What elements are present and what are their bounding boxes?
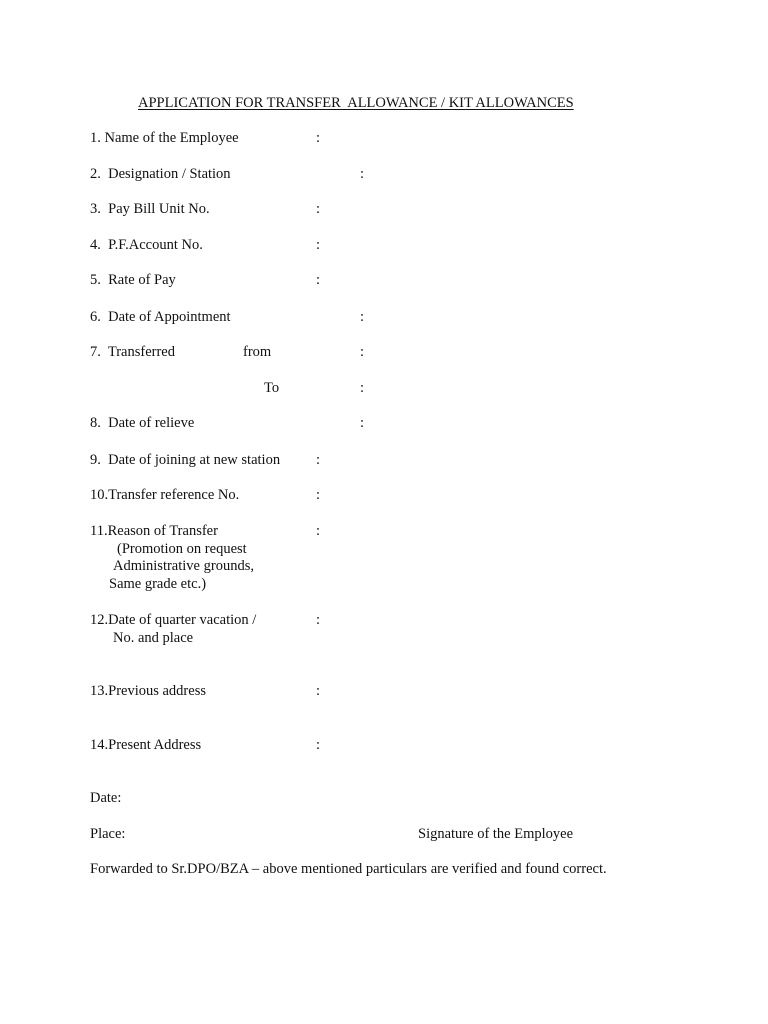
pf-account-label: 4. P.F.Account No. — [90, 237, 203, 253]
previous-address-colon: : — [316, 683, 321, 699]
pf-account-colon: : — [316, 237, 321, 253]
transfer-reference-label: 10.Transfer reference No. — [90, 487, 240, 503]
form-title: APPLICATION FOR TRANSFER ALLOWANCE / KIT ALLOWANCES — [138, 95, 574, 111]
pay-bill-unit-colon: : — [316, 201, 321, 217]
place-label: Place: — [90, 826, 126, 842]
reason-of-transfer-label: 11.Reason of Transfer — [90, 523, 218, 539]
date-of-joining-colon: : — [316, 452, 321, 468]
transferred-label: 7. Transferred — [90, 344, 175, 360]
reason-of-transfer-colon: : — [316, 523, 321, 539]
signature-label: Signature of the Employee — [418, 826, 574, 842]
quarter-vacation-colon: : — [316, 612, 321, 628]
reason-note-line-1: (Promotion on request — [117, 541, 247, 557]
transferred-from-label: from — [243, 344, 272, 360]
transferred-to-label: To — [264, 380, 280, 396]
transferred-to-colon: : — [360, 380, 365, 396]
transfer-reference-colon: : — [316, 487, 321, 503]
present-address-colon: : — [316, 737, 321, 753]
rate-of-pay-colon: : — [316, 272, 321, 288]
transferred-from-colon: : — [360, 344, 365, 360]
date-of-joining-label: 9. Date of joining at new station — [90, 452, 281, 468]
employee-name-label: 1. Name of the Employee — [90, 130, 239, 146]
rate-of-pay-label: 5. Rate of Pay — [90, 272, 176, 288]
previous-address-label: 13.Previous address — [90, 683, 206, 699]
date-of-relieve-colon: : — [360, 415, 365, 431]
date-of-relieve-label: 8. Date of relieve — [90, 415, 195, 431]
quarter-vacation-label: 12.Date of quarter vacation / — [90, 612, 257, 628]
designation-label: 2. Designation / Station — [90, 166, 231, 182]
date-label: Date: — [90, 790, 122, 806]
reason-note-line-3: Same grade etc.) — [109, 576, 207, 592]
forwarded-note: Forwarded to Sr.DPO/BZA – above mentioned particulars are verified and found correct. — [90, 861, 607, 877]
date-of-appointment-colon: : — [360, 309, 365, 325]
date-of-appointment-label: 6. Date of Appointment — [90, 309, 231, 325]
present-address-label: 14.Present Address — [90, 737, 202, 753]
employee-name-colon: : — [316, 130, 321, 146]
quarter-vacation-note: No. and place — [113, 630, 194, 646]
designation-colon: : — [360, 166, 365, 182]
pay-bill-unit-label: 3. Pay Bill Unit No. — [90, 201, 210, 217]
reason-note-line-2: Administrative grounds, — [113, 558, 254, 574]
